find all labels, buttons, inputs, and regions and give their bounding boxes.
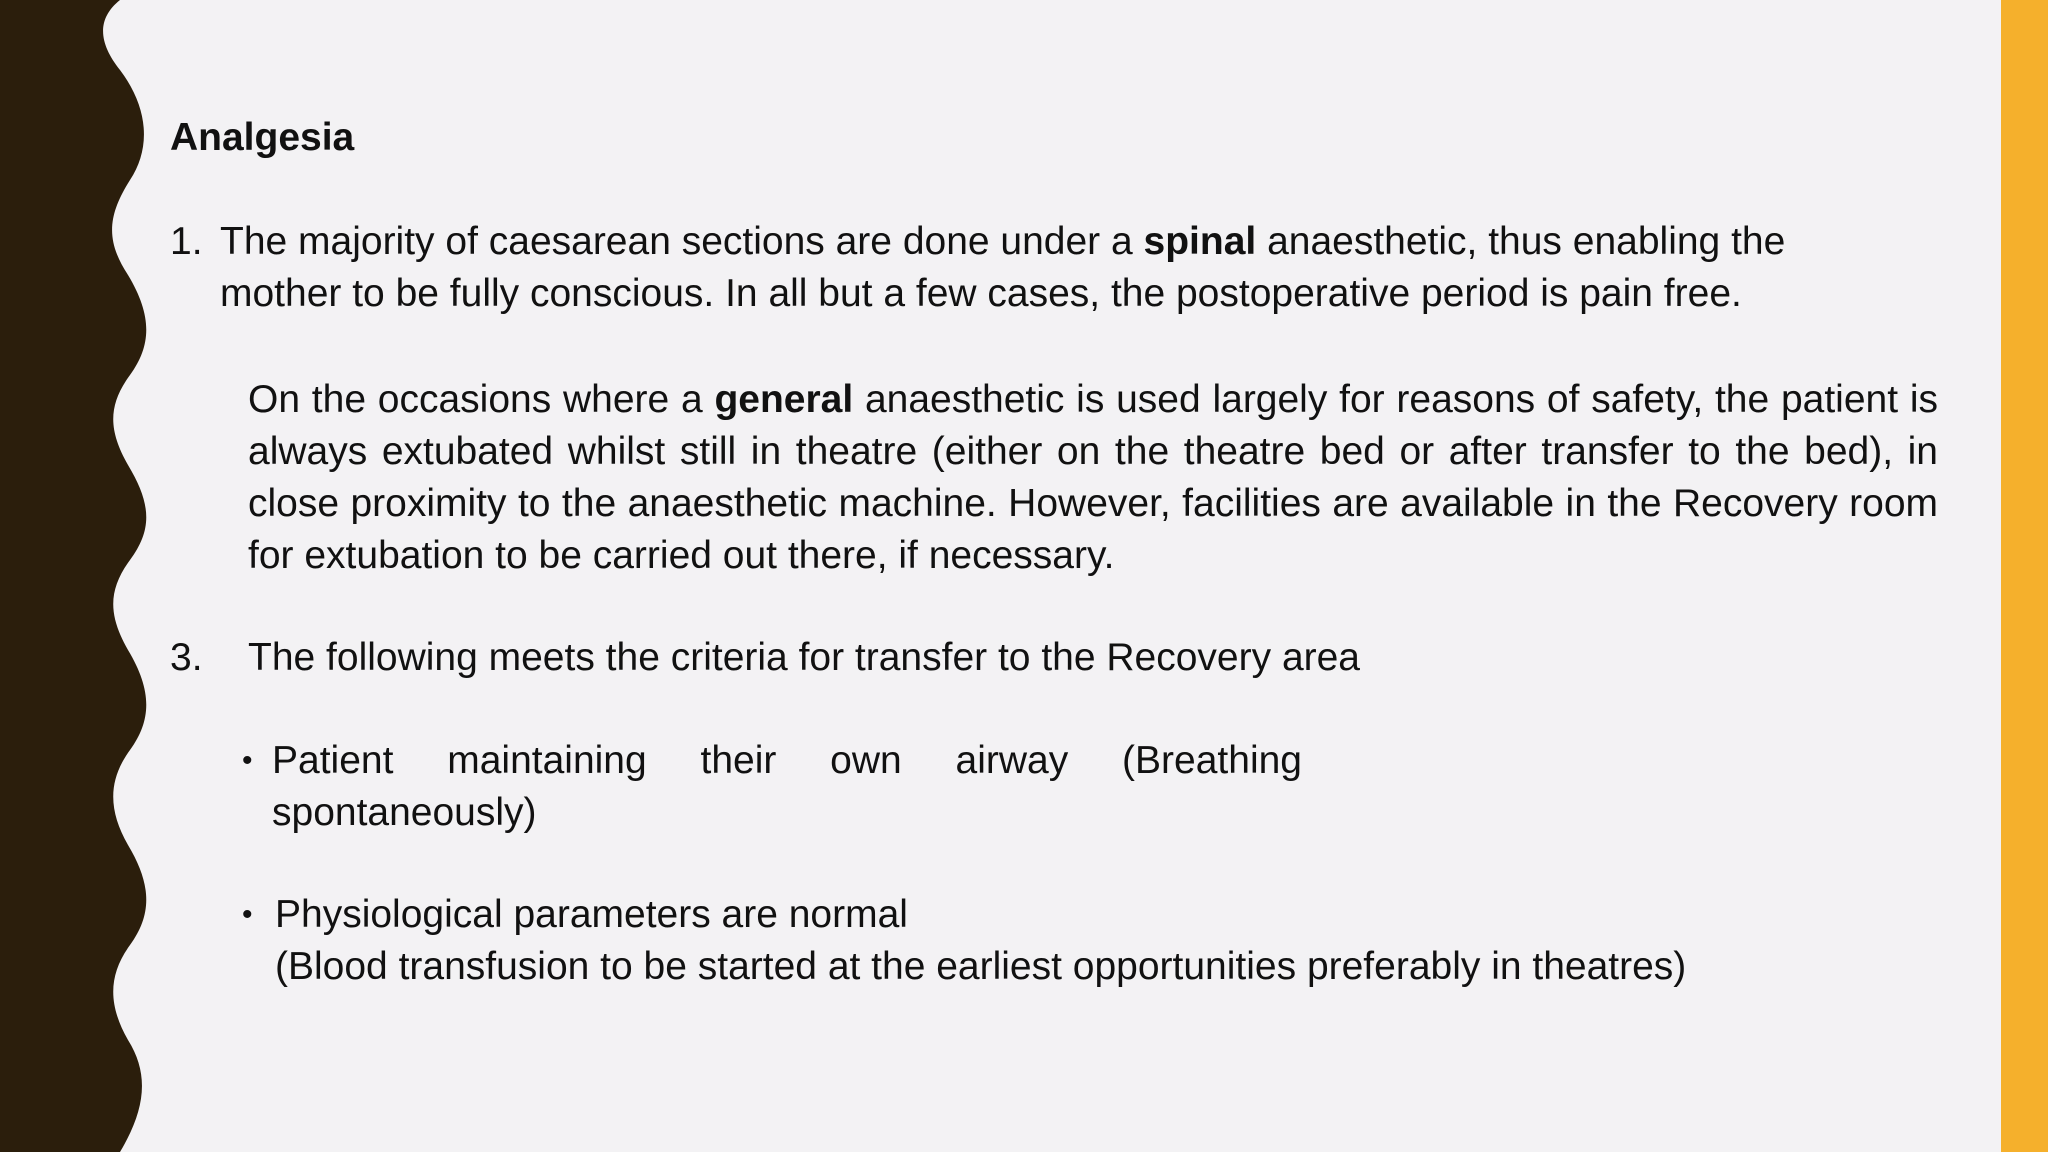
item-1-bold-term: spinal: [1143, 220, 1257, 263]
wavy-left-border: [0, 0, 200, 1152]
slide-content: [170, 112, 1960, 988]
paragraph-text-after: anaesthetic is used largely for reasons of safety, the patient is always extubated whilst still in theatre (either on the theatre bed or after transfer to the bed), in close proximity to the anaesthetic machine. However, facilities are available in the Recovery room for extubation to be carried out there, if necessary.: [248, 378, 1938, 577]
bullet-item-airway: [242, 735, 1302, 839]
bullet-icon: •: [242, 898, 253, 931]
bullet-icon: •: [242, 744, 253, 777]
list-item-3-text: The following meets the criteria for transfer to the Recovery area: [248, 636, 1360, 679]
bullet-1-line-1: Patient maintaining their own airway (Breathing: [272, 739, 1302, 782]
slide-title: Analgesia: [170, 116, 355, 159]
list-item-1: [170, 216, 1960, 320]
paragraph-text-before: On the occasions where a: [248, 378, 715, 421]
right-accent-bar: [2001, 0, 2048, 1152]
bullet-2-line-2: (Blood transfusion to be started at the earliest opportunities preferably in theatres): [275, 945, 1687, 988]
list-number-3: 3.: [170, 636, 203, 679]
item-1-text-before: The majority of caesarean sections are done under a: [220, 220, 1144, 263]
list-item-1-line-2: mother to be fully conscious. In all but a few cases, the postoperative period is pain free.: [220, 272, 1742, 315]
bullet-item-parameters-text: [275, 889, 1942, 993]
list-number-1: 1.: [170, 220, 203, 263]
bullet-item-parameters: [242, 889, 1942, 993]
paragraph-bold-term: general: [714, 378, 854, 421]
bullet-item-airway-text: [272, 735, 1302, 839]
bullet-1-line-2: spontaneously): [272, 791, 537, 834]
paragraph-general-anaesthetic: [248, 374, 1938, 582]
bullet-2-line-1: Physiological parameters are normal: [275, 893, 908, 936]
list-item-1-text: [220, 216, 1960, 320]
item-1-text-after: anaesthetic, thus enabling the: [1256, 220, 1786, 263]
list-item-1-line-1: [220, 216, 1960, 268]
list-item-3: [170, 632, 1960, 684]
